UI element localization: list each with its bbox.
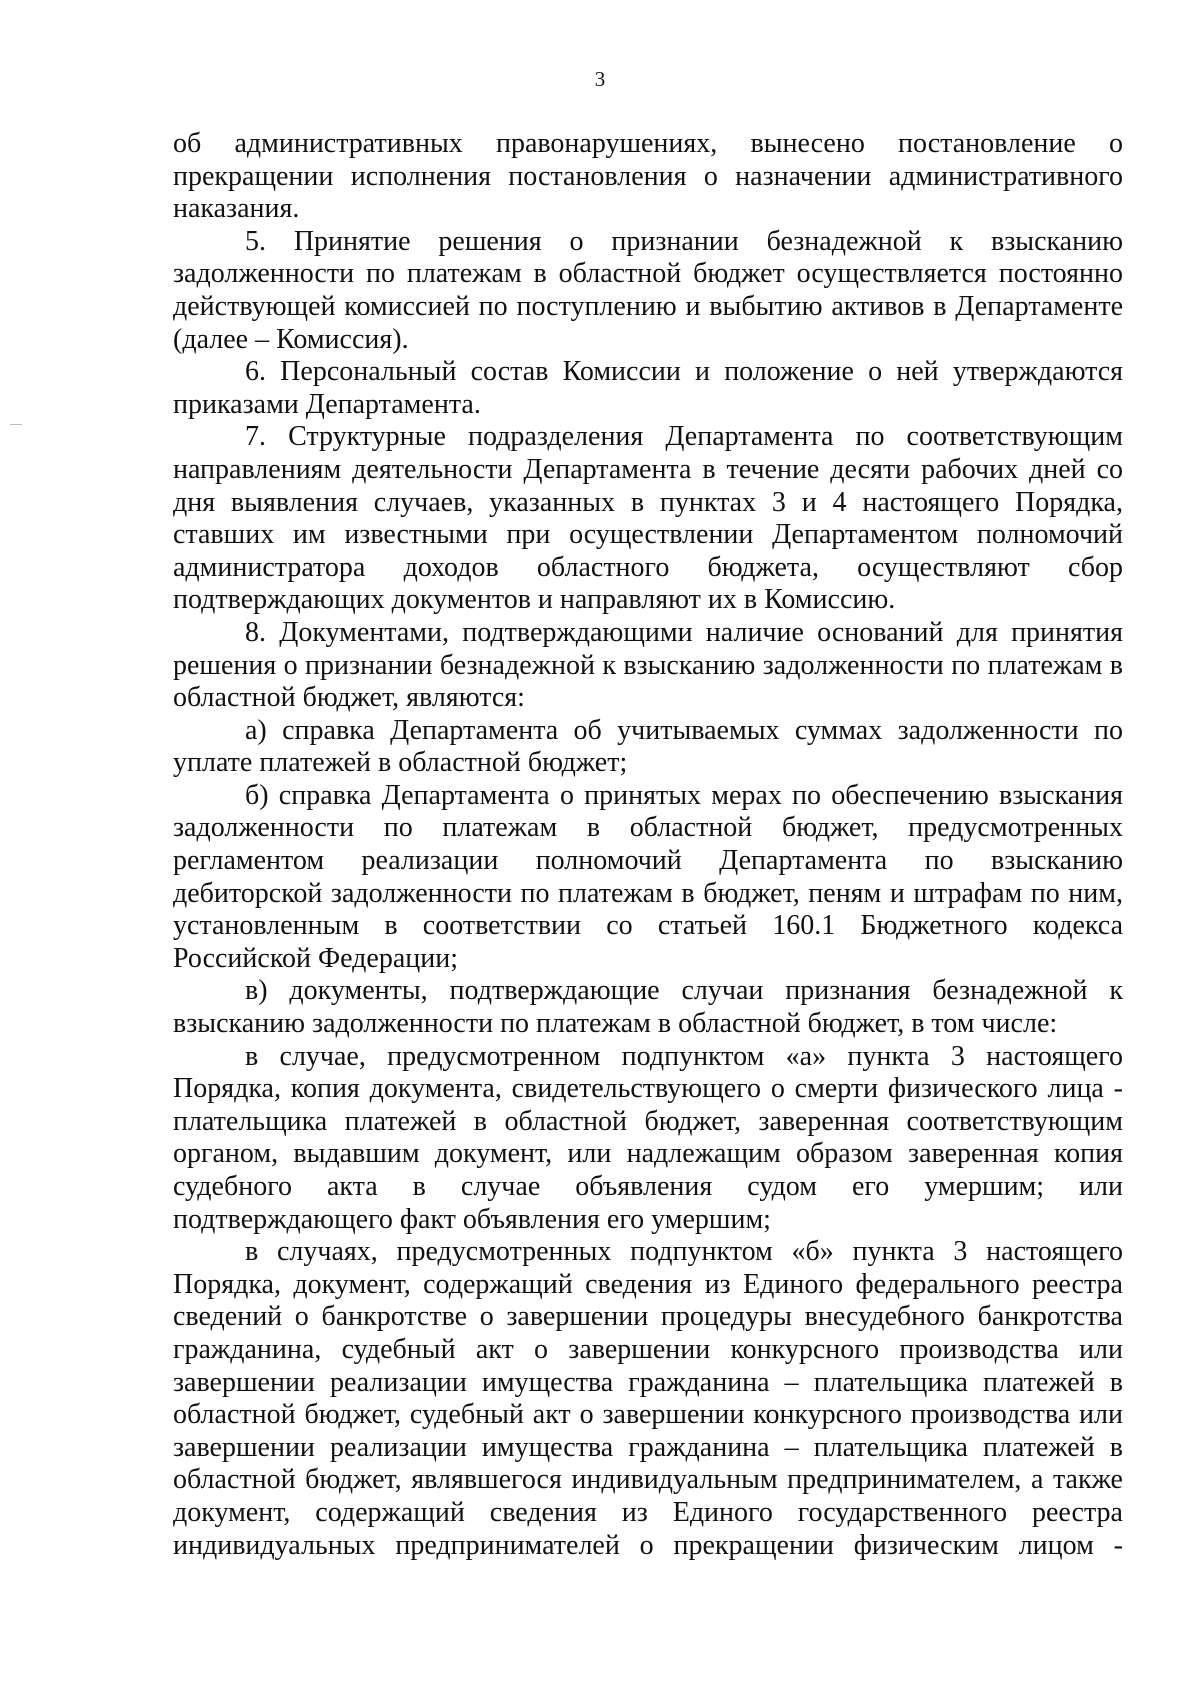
paragraph-subitem-b: б) справка Департамента о принятых мерах по обеспечению взыскания задолженности по платежам в областной бюджет, предусмотренных регламентом реализации полномочий Департамента по взысканию дебиторской задолженности по платежам в бюджет, пеням и штрафам по ним, установленным в соответствии со статьей 160.1 Бюджетного кодекса Российской Федерации; (173, 779, 1123, 974)
paragraph-subitem-v: в) документы, подтверждающие случаи признания безнадежной к взысканию задолженности по платежам в областной бюджет, в том числе: (173, 975, 1123, 1040)
paragraph-subitem-a: а) справка Департамента об учитываемых суммах задолженности по уплате платежей в областной бюджет; (173, 714, 1123, 779)
scan-margin-mark (10, 424, 22, 425)
paragraph-item-7: 7. Структурные подразделения Департамента по соответствующим направлениям деятельности Департамента в течение десяти рабочих дней со дня выявления случаев, указанных в пунктах 3 и 4 настоящего Порядка, ставших им известными при осуществлении Департаментом полномочий администратора доходов областного бюджета, осуществляют сбор подтверждающих документов и направляют их в Комиссию. (173, 421, 1123, 616)
paragraph-item-6: 6. Персональный состав Комиссии и положение о ней утверждаются приказами Департамента. (173, 356, 1123, 420)
paragraph-continuation: об административных правонарушениях, вынесено постановление о прекращении исполнения постановления о назначении административного наказания. (173, 128, 1123, 225)
page-number: 3 (594, 67, 606, 91)
document-body (173, 128, 1123, 1562)
paragraph-item-5: 5. Принятие решения о признании безнадежной к взысканию задолженности по платежам в областной бюджет осуществляется постоянно действующей комиссией по поступлению и выбытию активов в Департаменте (далее – Комиссия). (173, 225, 1123, 355)
paragraph-case-death: в случае, предусмотренном подпунктом «а» пункта 3 настоящего Порядка, копия документа, свидетельствующего о смерти физического лица - плательщика платежей в областной бюджет, заверенная соответствующим органом, выдавшим документ, или надлежащим образом заверенная копия судебного акта в случае объявления судом его умершим; или подтверждающего факт объявления его умершим; (173, 1040, 1123, 1235)
paragraph-item-8: 8. Документами, подтверждающими наличие оснований для принятия решения о признании безнадежной к взысканию задолженности по платежам в областной бюджет, являются: (173, 616, 1123, 714)
paragraph-case-bankruptcy: в случаях, предусмотренных подпунктом «б» пункта 3 настоящего Порядка, документ, содержащий сведения из Единого федерального реестра сведений о банкротстве о завершении процедуры внесудебного банкротства гражданина, судебный акт о завершении конкурсного производства или завершении реализации имущества гражданина – плательщика платежей в областной бюджет, судебный акт о завершении конкурсного производства или завершении реализации имущества гражданина – плательщика платежей в областной бюджет, являвшегося индивидуальным предпринимателем, а также документ, содержащий сведения из Единого государственного реестра индивидуальных предпринимателей о прекращении физическим лицом - (173, 1236, 1123, 1561)
